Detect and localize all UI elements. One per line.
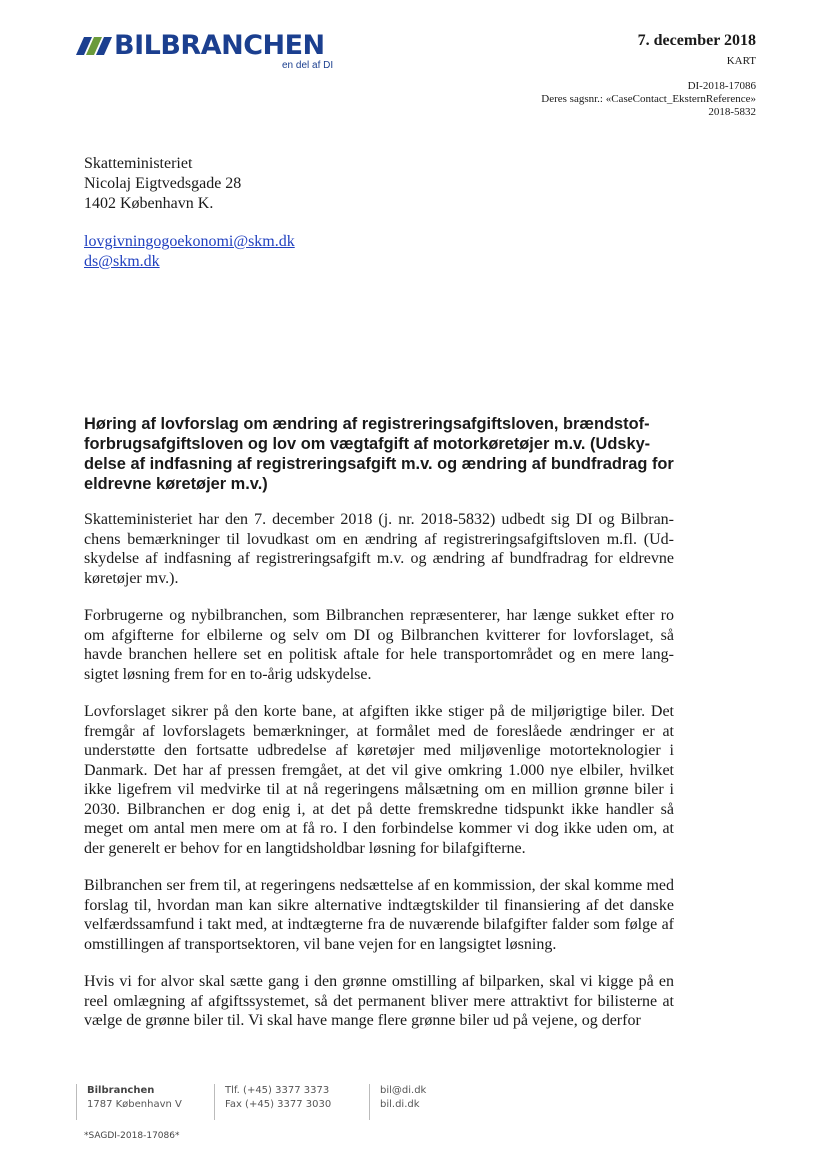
recipient-name: Skatteministeriet (84, 155, 193, 172)
initials: KART (726, 55, 756, 67)
letter-footer (76, 1084, 476, 1126)
footer-contact-block (369, 1084, 426, 1120)
letter-body (84, 510, 674, 1049)
footer-email[interactable]: bil@di.dk (380, 1085, 427, 1096)
recipient-emails (84, 232, 295, 272)
recipient-city: 1402 København K. (84, 195, 214, 212)
footer-fax: Fax (+45) 3377 3030 (225, 1099, 332, 1110)
barcode-reference: *SAGDI-2018-17086* (84, 1131, 180, 1141)
footer-address: 1787 København V (87, 1099, 182, 1110)
paragraph: Hvis vi for alvor skal sætte gang i den grønne omstilling af bilparken, skal vi kigge på en reel omlægning af afgiftssystemet, så det permanent bliver mere attraktivt for bilisterne at vælge de grønne biler til. Vi skal have mange flere grønne biler ud på vejene, og derfor (84, 973, 674, 1029)
footer-web[interactable]: bil.di.dk (380, 1099, 420, 1110)
paragraph: Lovforslaget sikrer på den korte bane, at afgiften ikke stiger på de miljørigtige biler. Det fremgår af lovforslagets bemærkninger, at formålet med de foreslåede ændringer er at understøtte den fortsatte udbredelse af køretøjer med miljøvenlige motorteknologier i Danmark. Det har af pressen fremgået, at det vil give omkring 1.000 nye elbiler, hvilket ikke ligefrem vil medvirke til at nå regeringens målsætning om en million grønne biler i 2030. Bilbranchen er dog enig i, at det på dette fremskredne tidspunkt ikke handler så meget om antal men mere om at få ro. I den forbindelse kommer vi dog ikke uden om, at der generelt er behov for en langtidsholdbar løsning for bilafgifterne. (84, 703, 674, 857)
letter-subject: Høring af lovforslag om ændring af registreringsafgiftsloven, brændstof-forbrugsafgiftsloven og lov om vægtafgift af motorkøretøjer m.v. (Udsky-delse af indfasning af registreringsafgift m.v. og ændring af bundfradrag for eldrevne køretøjer m.v.) (84, 415, 674, 493)
footer-phone: Tlf. (+45) 3377 3373 (225, 1085, 330, 1096)
email-link[interactable]: ds@skm.dk (84, 253, 160, 270)
logo-mark-icon (76, 37, 112, 55)
recipient-address (84, 154, 241, 214)
paragraph: Skatteministeriet har den 7. december 2018 (j. nr. 2018-5832) udbedt sig DI og Bilbran-chens bemærkninger til lovudkast om en ændring af registreringsafgiftsloven m.fl. (Ud-skydelse af indfasning af registreringsafgift m.v. og ændring af bundfradrag for eldrevne køretøjer mv.). (84, 511, 674, 587)
footer-phone-block (214, 1084, 331, 1120)
letter-date: 7. december 2018 (637, 32, 756, 49)
logo-text: BILBRANCHEN (114, 30, 325, 61)
paragraph: Forbrugerne og nybilbranchen, som Bilbranchen repræsenterer, har længe sukket efter ro om afgifterne for elbilerne og selv om DI og Bilbranchen kvitterer for lovforslaget, så havde branchen hellere set en politisk aftale for hele transportområdet og en mere lang-sigtet løsning frem for en to-årig udskydelse. (84, 607, 674, 683)
case-reference: Deres sagsnr.: «CaseContact_EksternReference» (541, 93, 756, 105)
paragraph: Bilbranchen ser frem til, at regeringens nedsættelse af en kommission, der skal komme med forslag til, hvordan man kan sikre alternative indtægtskilder til finansiering af det danske velfærdssamfund i takt med, at indtægterne fra de nuværende bilafgifter falder som følge af omstillingen af transportsektoren, vil bane vejen for en langsigtet løsning. (84, 877, 674, 953)
logo-subtitle: en del af DI (282, 60, 334, 71)
case-number: 2018-5832 (708, 106, 756, 118)
company-logo (76, 30, 346, 74)
document-number: DI-2018-17086 (687, 80, 756, 92)
email-link[interactable]: lovgivningogoekonomi@skm.dk (84, 233, 295, 250)
footer-address-block (76, 1084, 182, 1120)
footer-org: Bilbranchen (87, 1085, 155, 1096)
recipient-street: Nicolaj Eigtvedsgade 28 (84, 175, 242, 192)
